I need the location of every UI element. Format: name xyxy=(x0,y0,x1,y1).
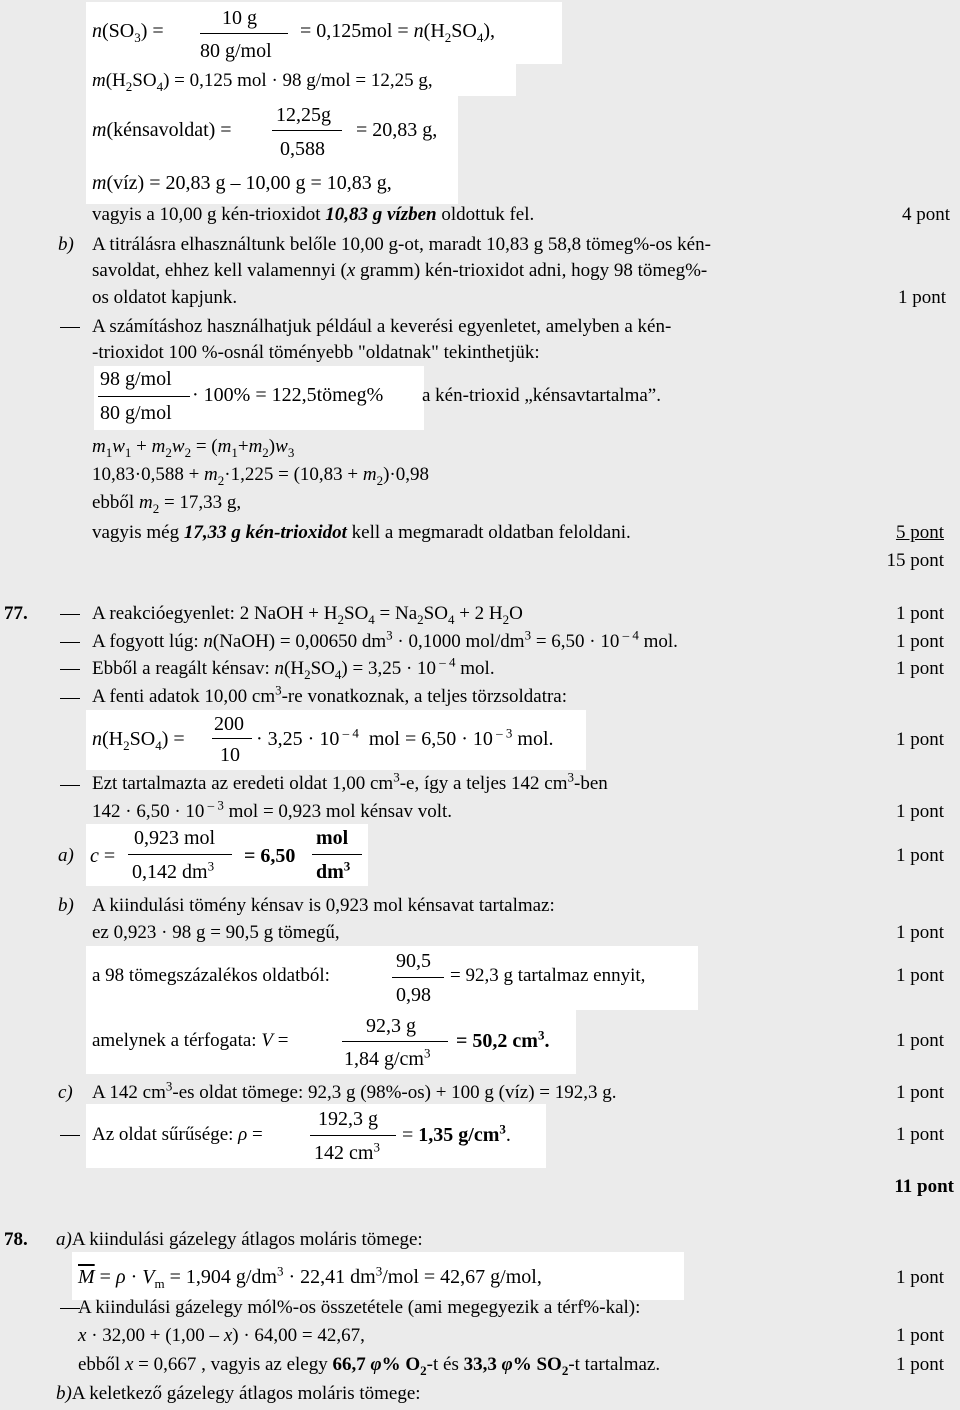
n-total-lhs: $n(H_2SO_4)$ = xyxy=(92,728,185,753)
c-lhs: c = xyxy=(90,845,116,867)
b3-rhs: = 92,3 g tartalmaz ennyit, xyxy=(450,965,646,986)
original-line: Ezt tartalmazta az eredeti oldat 1,00 $cm^3-e$, így a teljes 142 $cm^3$-ben xyxy=(92,769,608,794)
points-1: 1 pont xyxy=(895,922,944,943)
b4-lhs: amelynek a térfogata: V = xyxy=(92,1030,289,1051)
c1-line: A 142 $cm^3-es$ oldat tömege: 92,3 g (98%-os) + 100 g (víz) = 192,3 g. xyxy=(92,1078,617,1103)
frac98-den: 80 g/mol xyxy=(100,402,172,424)
b4-num: 92,3 g xyxy=(366,1015,416,1037)
b2-line: ez 0,923 · 98 g = 90,5 g tömegű, xyxy=(92,922,340,943)
calc-line-1: A számításhoz használhatjuk például a keverési egyenletet, amelyben a kén- xyxy=(92,316,672,337)
stock-line: A fenti adatok 10,00 $cm^3-re$ vonatkoznak, a teljes törzsoldatra: xyxy=(92,682,568,707)
fraction-bar xyxy=(128,854,232,855)
b4-den: 1,84 $g/cm^3$ xyxy=(344,1045,431,1070)
points-total-11: 11 pont xyxy=(894,1176,954,1197)
m-acid-den: 0,588 xyxy=(280,138,325,160)
dash-bullet xyxy=(60,1308,80,1309)
fraction-bar xyxy=(392,977,444,978)
b3-num: 90,5 xyxy=(396,950,431,972)
a3-line: A kiindulási gázelegy mól%-os összetétele (ami megegyezik a térf%-kal): xyxy=(78,1297,641,1318)
dash-bullet xyxy=(60,1135,80,1136)
points-1: 1 pont xyxy=(895,845,944,866)
n-so3-rhs: = $0,125mol = n(H_2SO_4)$, xyxy=(300,20,496,45)
points-1: 1 pont xyxy=(895,603,944,624)
b-line-1: A titrálásra elhasználtunk belőle 10,00 g-ot, maradt 10,83 g 58,8 tömeg%-os kén- xyxy=(92,234,711,255)
b-line-3: os oldatot kapjunk. xyxy=(92,287,238,308)
m-h2so4-line: $m(H_2SO_4) = 0,125$ mol · 98 g/mol = 12,25 g, xyxy=(92,70,433,94)
frac98-tail: a kén-trioxid „kénsavtartalma”. xyxy=(422,385,661,406)
b3-den: 0,98 xyxy=(396,984,431,1006)
frac98-rhs: · 100% = 122,5tömeg% xyxy=(192,384,384,406)
acid-reacted-line: Ebből a reagált kénsav: $n(H_2SO_4) = 3,25 \cdot 10$ $^{- 4}$ mol. xyxy=(92,654,495,682)
problem-number-77: 77. xyxy=(4,603,28,624)
points-1: 1 pont xyxy=(895,658,944,679)
b-line-2: savoldat, ehhez kell valamennyi (x gramm) kén-trioxidot adni, hogy 98 tömeg%- xyxy=(92,260,708,281)
dissolved-line: vagyis a 10,00 g kén-trioxidot 10,83 g vízben oldottuk fel. xyxy=(92,204,535,225)
fraction-bar xyxy=(342,1041,448,1042)
dash-bullet xyxy=(60,327,80,328)
fraction-bar xyxy=(212,738,252,739)
n-so3-den: 80 g/mol xyxy=(200,40,272,62)
c-mid: = 6,50 xyxy=(244,845,296,867)
c-unit-den: $dm^3$ xyxy=(316,858,351,883)
points-1: 1 pont xyxy=(895,1030,944,1051)
dash-bullet xyxy=(60,698,80,699)
problem-number-78: 78. xyxy=(4,1229,28,1250)
points-1: 1 pont xyxy=(895,729,944,750)
label-a: a) xyxy=(58,845,74,866)
points-total-15: 15 pont xyxy=(886,550,944,571)
frac98-num: 98 g/mol xyxy=(100,368,172,390)
n-total-den: 10 xyxy=(220,744,240,766)
a5-line: ebből x = 0,667 , vagyis az elegy 66,7 φ% $O_2-t$ és 33,3 φ% $SO_2-t$ tartalmaz. xyxy=(78,1354,661,1378)
label-c: c) xyxy=(58,1082,73,1103)
points-1: 1 pont xyxy=(895,965,944,986)
reaction-eq: A reakcióegyenlet: 2 NaOH + $H_2SO_4 = Na_2SO_4 + 2$ $H_2O$ xyxy=(92,603,523,627)
points-4: 4 pont xyxy=(901,204,950,225)
mix-equation: $m_1w_1 + m_2w_2 = (m_1+m_2)w_3$ xyxy=(92,436,295,460)
dash-bullet xyxy=(60,669,80,670)
n-total-rhs: · 3,25 · 10 $^{- 4}$ mol = 6,50 · 10 $^{- 3}$ mol. xyxy=(256,725,554,750)
points-1: 1 pont xyxy=(895,1325,944,1346)
fraction-bar xyxy=(312,854,362,855)
b1-line-78: b)A keletkező gázelegy átlagos moláris tömege: xyxy=(56,1383,421,1404)
total-acid-line: 142 · 6,50 · 10 $^{- 3}$ mol = 0,923 mol kénsav volt. xyxy=(92,797,453,822)
c2-lhs: Az oldat sűrűsége: ρ = xyxy=(92,1124,263,1145)
c-unit-num: mol xyxy=(316,827,349,849)
m-water-line: m(víz) = 20,83 g – 10,00 g = 10,83 g, xyxy=(92,172,392,194)
c-num: 0,923 mol xyxy=(134,827,216,849)
dash-bullet xyxy=(60,642,80,643)
c2-rhs: = 1,35 $g/cm^3$. xyxy=(402,1121,511,1146)
a4-line: x · 32,00 + (1,00 – x) · 64,00 = 42,67, xyxy=(78,1325,365,1346)
fraction-bar xyxy=(272,130,342,131)
n-total-num: 200 xyxy=(214,713,244,735)
fraction-bar xyxy=(200,33,288,34)
dash-bullet xyxy=(60,785,80,786)
a2-line: $\overline{M} = \rho \cdot V_m = 1,904$ $g/dm^3 \cdot 22,41$ $dm^3$/mol = 42,67 g/mol, xyxy=(78,1263,542,1291)
fraction-bar xyxy=(310,1135,396,1136)
n-so3-lhs: $n(SO_3)$ = xyxy=(92,20,164,45)
naoh-line: A fogyott lúg: n(NaOH) = 0,00650 $dm^3 \cdot 0,1000$ mol/$dm^3 = 6,50 \cdot 10$ $^{- 4}$ mol. xyxy=(92,627,678,652)
label-b: b) xyxy=(58,234,74,255)
b4-rhs: = 50,2 $cm^3$. xyxy=(456,1027,550,1052)
calc-line-2: -trioxidot 100 %-osnál töményebb "oldatnak" tekinthetjük: xyxy=(92,342,540,363)
points-1: 1 pont xyxy=(895,631,944,652)
b3-lhs: a 98 tömegszázalékos oldatból: xyxy=(92,965,330,986)
points-5: 5 pont xyxy=(895,522,944,543)
still-line: vagyis még 17,33 g kén-trioxidot kell a megmaradt oldatban feloldani. xyxy=(92,522,631,543)
m-acid-lhs: m(kénsavoldat) = xyxy=(92,119,232,141)
points-1: 1 pont xyxy=(895,1082,944,1103)
c2-num: 192,3 g xyxy=(318,1108,378,1130)
points-1: 1 pont xyxy=(895,1354,944,1375)
points-1: 1 pont xyxy=(895,1267,944,1288)
from-m2: ebből $m_2 = 17,33$ g, xyxy=(92,492,242,516)
fraction-bar xyxy=(98,396,190,397)
m-acid-rhs: = 20,83 g, xyxy=(356,119,438,141)
a1-line: a)A kiindulási gázelegy átlagos moláris tömege: xyxy=(56,1229,423,1250)
m-acid-num: 12,25g xyxy=(276,104,331,126)
points-1: 1 pont xyxy=(895,1124,944,1145)
n-so3-num: 10 g xyxy=(222,7,257,29)
c-den: 0,142 $dm^3$ xyxy=(132,858,215,883)
c2-den: 142 $cm^3$ xyxy=(314,1139,380,1164)
dash-bullet xyxy=(60,614,80,615)
b1-line: A kiindulási tömény kénsav is 0,923 mol kénsavat tartalmaz: xyxy=(92,895,555,916)
label-b: b) xyxy=(58,895,74,916)
points-1: 1 pont xyxy=(895,801,944,822)
points-1: 1 pont xyxy=(897,287,946,308)
mix-numbers: $10,83\cdot 0,588 + m_2\cdot 1,225 = (10,83 + m_2)\cdot 0,98$ xyxy=(92,464,430,488)
